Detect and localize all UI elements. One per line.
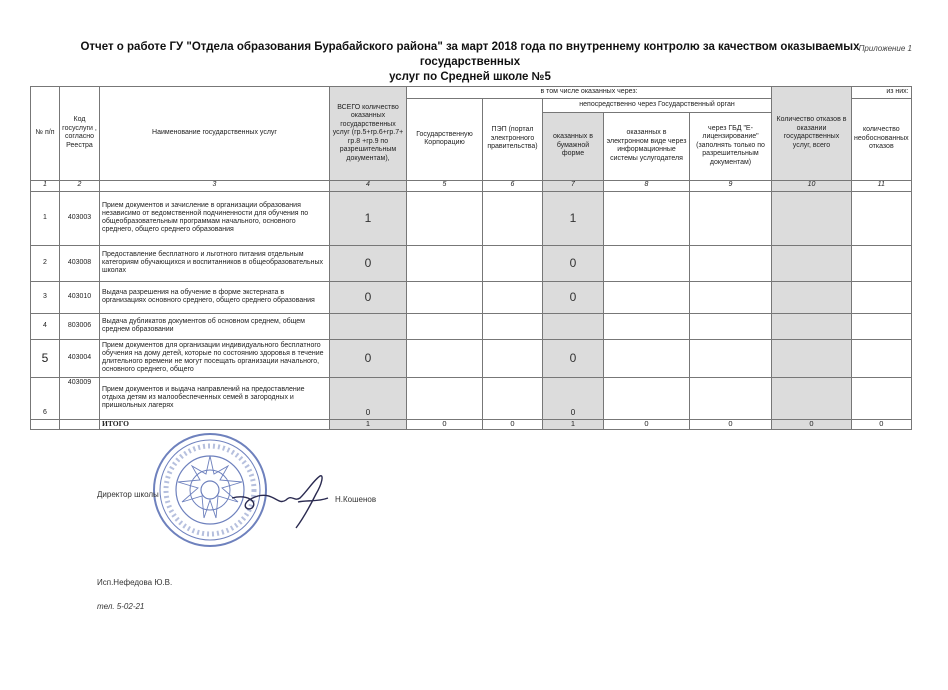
- row-electronic: [604, 191, 690, 245]
- row-service-name: Предоставление бесплатного и льготного питания отдельным категориям обучающихся и воспитанников в общеобразовательных школах: [100, 245, 330, 281]
- row-refusals: [772, 245, 852, 281]
- column-number-row: [31, 180, 912, 191]
- row-corporation: [407, 191, 483, 245]
- table-row: [31, 377, 912, 419]
- row-refusals: [772, 313, 852, 339]
- row-refusals: [772, 377, 852, 419]
- col-num-11: 11: [852, 180, 912, 191]
- col-num-9: 9: [690, 180, 772, 191]
- total-c5: 0: [407, 419, 483, 429]
- row-code: 403010: [60, 281, 100, 313]
- header-including: в том числе оказанных через:: [407, 87, 772, 99]
- table-row: [31, 281, 912, 313]
- col-num-3: 3: [100, 180, 330, 191]
- row-corporation: [407, 313, 483, 339]
- total-empty-1: [31, 419, 60, 429]
- phone-label: тел. 5-02-21: [97, 602, 145, 611]
- col-num-10: 10: [772, 180, 852, 191]
- row-gbd: [690, 339, 772, 377]
- row-unjustified: [852, 281, 912, 313]
- row-code: 403009: [60, 377, 100, 419]
- row-service-name: Прием документов и выдача направлений на предоставление отдыха детям из малообеспеченных семей в загородных и пришкольных лагерях: [100, 377, 330, 419]
- col-num-6: 6: [483, 180, 543, 191]
- row-electronic: [604, 377, 690, 419]
- row-pep: [483, 191, 543, 245]
- total-c8: 0: [604, 419, 690, 429]
- row-paper: 1: [543, 191, 604, 245]
- row-electronic: [604, 281, 690, 313]
- row-corporation: [407, 339, 483, 377]
- row-electronic: [604, 339, 690, 377]
- table-row: [31, 339, 912, 377]
- row-code: 403003: [60, 191, 100, 245]
- table-row: [31, 245, 912, 281]
- row-paper: 0: [543, 281, 604, 313]
- row-corporation: [407, 281, 483, 313]
- row-service-name: Прием документов и зачисление в организации образования независимо от ведомственной подчиненности для обучения по общеобразовательным программам начального, основного среднего, общего среднего образования: [100, 191, 330, 245]
- row-pep: [483, 377, 543, 419]
- header-code: Код госуслуги , согласно Реестра: [60, 87, 100, 181]
- total-row: [31, 419, 912, 429]
- report-table: [30, 86, 912, 430]
- row-number: 3: [31, 281, 60, 313]
- row-refusals: [772, 191, 852, 245]
- header-corporation: Государственную Корпорацию: [407, 98, 483, 180]
- row-electronic: [604, 313, 690, 339]
- header-pep: ПЭП (портал электронного правительства): [483, 98, 543, 180]
- row-service-name: Выдача разрешения на обучение в форме экстерната в организациях основного среднего, общего среднего образования: [100, 281, 330, 313]
- row-unjustified: [852, 191, 912, 245]
- row-total: 0: [330, 339, 407, 377]
- director-signature-icon: [228, 472, 338, 532]
- col-num-1: 1: [31, 180, 60, 191]
- row-total: 1: [330, 191, 407, 245]
- header-refusals: Количество отказов в оказании государственных услуг, всего: [772, 87, 852, 181]
- table-row: [31, 191, 912, 245]
- header-unjustified: количество необоснованных отказов: [852, 98, 912, 180]
- col-num-4: 4: [330, 180, 407, 191]
- total-empty-2: [60, 419, 100, 429]
- row-code: 403004: [60, 339, 100, 377]
- row-number: 6: [31, 377, 60, 419]
- title-line-2: услуг по Средней школе №5: [389, 71, 551, 83]
- director-label: Директор школы: [97, 490, 159, 499]
- executor-label: Исп.Нефедова Ю.В.: [97, 578, 173, 587]
- total-c4: 1: [330, 419, 407, 429]
- header-paper: оказанных в бумажной форме: [543, 112, 604, 180]
- row-refusals: [772, 281, 852, 313]
- row-service-name: Выдача дубликатов документов об основном среднем, общем среднем образовании: [100, 313, 330, 339]
- row-total: [330, 313, 407, 339]
- header-total: ВСЕГО количество оказанных государственных услуг (гр.5+гр.6+гр.7+ гр.8 +гр.9 по разрешительным документам),: [330, 87, 407, 181]
- row-unjustified: [852, 339, 912, 377]
- row-unjustified: [852, 313, 912, 339]
- row-electronic: [604, 245, 690, 281]
- row-unjustified: [852, 245, 912, 281]
- header-of-them: из них:: [852, 87, 912, 99]
- total-c6: 0: [483, 419, 543, 429]
- row-pep: [483, 313, 543, 339]
- header-name: Наименование государственных услуг: [100, 87, 330, 181]
- total-c11: 0: [852, 419, 912, 429]
- row-corporation: [407, 245, 483, 281]
- row-gbd: [690, 191, 772, 245]
- row-paper: 0: [543, 377, 604, 419]
- row-gbd: [690, 377, 772, 419]
- row-service-name: Прием документов для организации индивидуального бесплатного обучения на дому детей, которые по состоянию здоровья в течение длительного времени не могут посещать организации начального, основного среднего, общего: [100, 339, 330, 377]
- total-c7: 1: [543, 419, 604, 429]
- header-electronic: оказанных в электронном виде через информационные системы услугодателя: [604, 112, 690, 180]
- appendix-label: Приложение 1: [858, 44, 912, 53]
- row-pep: [483, 281, 543, 313]
- total-c9: 0: [690, 419, 772, 429]
- row-number: 1: [31, 191, 60, 245]
- total-c10: 0: [772, 419, 852, 429]
- row-number: 5: [31, 339, 60, 377]
- header-num: № п/п: [31, 87, 60, 181]
- row-pep: [483, 245, 543, 281]
- row-gbd: [690, 313, 772, 339]
- row-number: 2: [31, 245, 60, 281]
- col-num-8: 8: [604, 180, 690, 191]
- report-title: [30, 40, 910, 85]
- row-code: 803006: [60, 313, 100, 339]
- row-paper: [543, 313, 604, 339]
- header-gbd: через ГБД "Е-лицензирование" (заполнять только по разрешительным документам): [690, 112, 772, 180]
- row-number: 4: [31, 313, 60, 339]
- row-refusals: [772, 339, 852, 377]
- director-name: Н.Кошенов: [335, 495, 377, 504]
- title-line-1: Отчет о работе ГУ "Отдела образования Бурабайского района" за март 2018 года по внутреннему контролю за качеством оказываемых государственных: [80, 41, 860, 68]
- row-total: 0: [330, 281, 407, 313]
- row-total: 0: [330, 245, 407, 281]
- table-row: [31, 313, 912, 339]
- row-code: 403008: [60, 245, 100, 281]
- row-paper: 0: [543, 339, 604, 377]
- row-gbd: [690, 245, 772, 281]
- header-direct: непосредственно через Государственный орган: [543, 98, 772, 112]
- col-num-2: 2: [60, 180, 100, 191]
- row-pep: [483, 339, 543, 377]
- total-label: ИТОГО: [100, 419, 330, 429]
- row-gbd: [690, 281, 772, 313]
- row-paper: 0: [543, 245, 604, 281]
- row-corporation: [407, 377, 483, 419]
- row-unjustified: [852, 377, 912, 419]
- col-num-7: 7: [543, 180, 604, 191]
- row-total: 0: [330, 377, 407, 419]
- col-num-5: 5: [407, 180, 483, 191]
